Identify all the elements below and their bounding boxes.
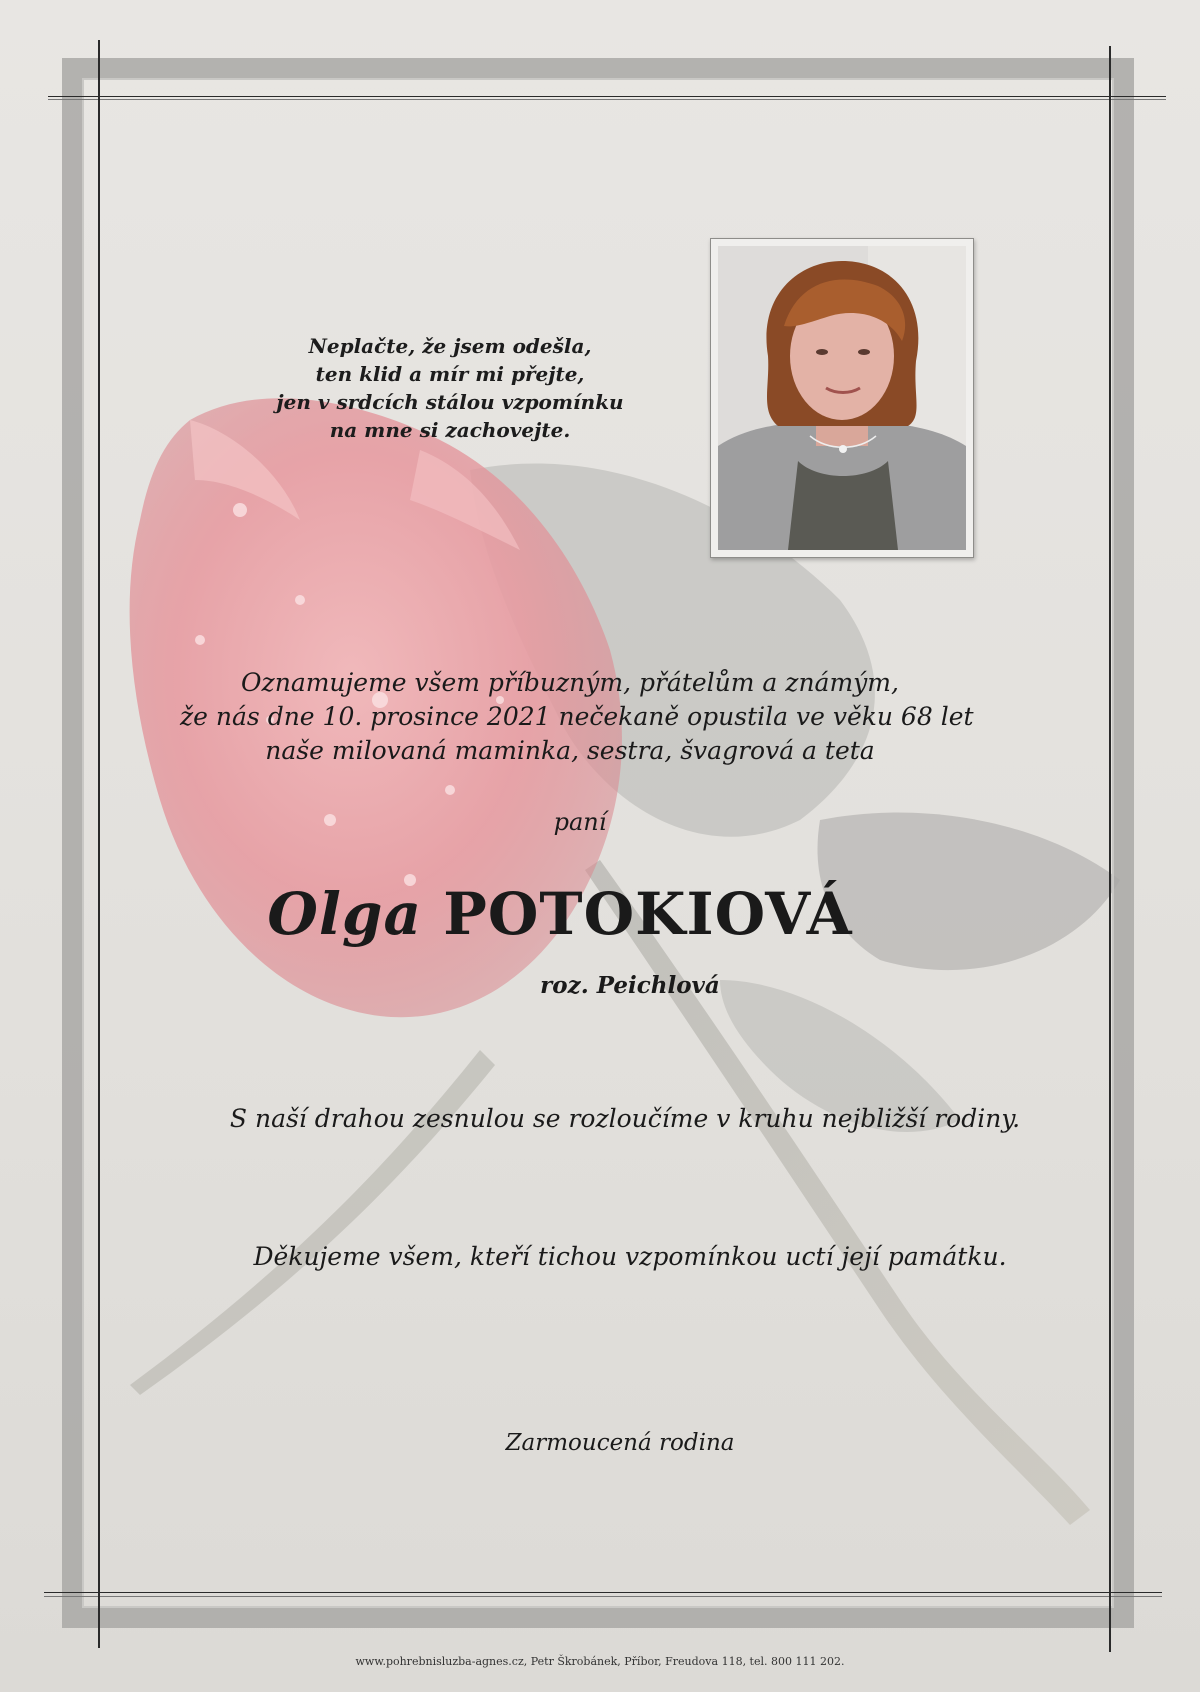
top-rule-secondary [48, 99, 1166, 100]
maiden-name: roz. Peichlová [540, 972, 720, 999]
footer-contact: www.pohrebnisluzba-agnes.cz, Petr Škrobánek, Příbor, Freudova 118, tel. 800 111 202. [355, 1655, 845, 1668]
thanks-text: Děkujeme všem, kteří tichou vzpomínkou uctí její památku. [253, 1242, 1007, 1271]
memorial-poem [220, 332, 680, 444]
bottom-rule-secondary [44, 1596, 1162, 1597]
announcement-text [180, 666, 974, 768]
bottom-rule [44, 1592, 1162, 1593]
poem-line-1: Neplačte, že jsem odešla, [308, 334, 592, 358]
title-prefix: paní [553, 808, 607, 836]
announcement-line-1: Oznamujeme všem příbuzným, přátelům a známým, [241, 668, 899, 697]
farewell-text: S naší drahou zesnulou se rozloučíme v kruhu nejbližší rodiny. [229, 1104, 1021, 1133]
deceased-first-name: Olga [267, 880, 423, 948]
poem-line-4: na mne si zachovejte. [329, 418, 571, 442]
right-rule [1109, 46, 1111, 1652]
poem-line-2: ten klid a mír mi přejte, [315, 362, 585, 386]
poem-line-3: jen v srdcích stálou vzpomínku [276, 390, 624, 414]
portrait-photo [710, 238, 974, 558]
announcement-line-3: naše milovaná maminka, sestra, švagrová a teta [265, 736, 875, 765]
top-rule [48, 96, 1166, 97]
deceased-surname: POTOKIOVÁ [443, 880, 853, 948]
deceased-name [180, 880, 940, 948]
announcement-line-2: že nás dne 10. prosince 2021 nečekaně opustila ve věku 68 let [180, 702, 974, 731]
portrait-image [718, 246, 966, 550]
signature-family: Zarmoucená rodina [505, 1430, 735, 1456]
left-rule [98, 40, 100, 1648]
